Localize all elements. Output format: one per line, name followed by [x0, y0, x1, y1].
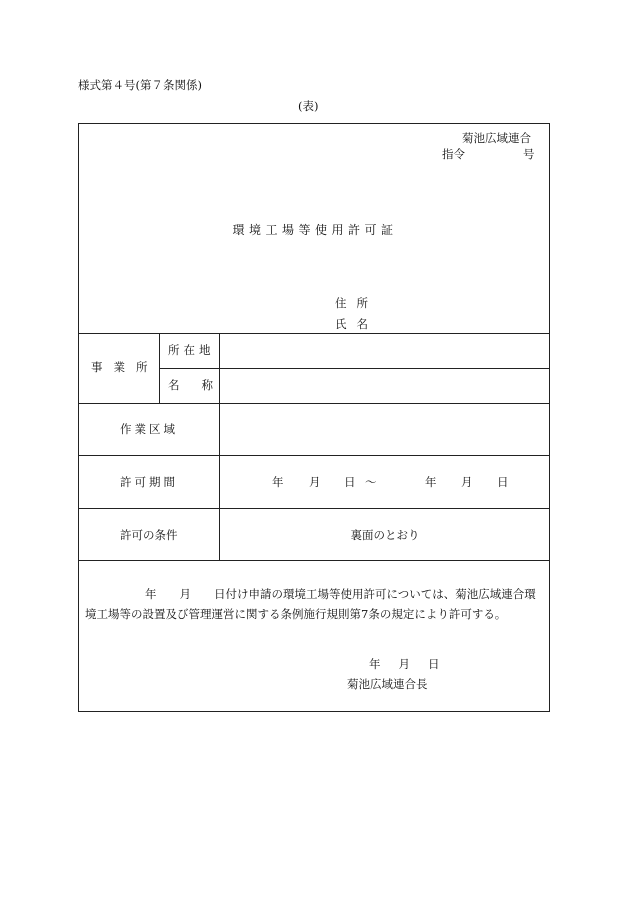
period-end-year: 年: [425, 475, 437, 489]
divider-line: [79, 455, 549, 456]
column-line: [219, 333, 220, 560]
period-start-year: 年: [272, 475, 284, 489]
conditions-value: 裏面のとおり: [350, 528, 420, 542]
form-number: 様式第４号(第７条関係): [78, 78, 202, 92]
holder-name-label: 氏名: [335, 317, 378, 331]
divider-line: [79, 508, 549, 509]
address-label: 住所: [335, 296, 378, 310]
divider-line: [79, 403, 549, 404]
period-start-month: 月: [309, 475, 321, 489]
certificate-title: 環境工場等使用許可証: [232, 223, 398, 237]
certificate-frame: [78, 123, 550, 712]
divider-line: [79, 333, 549, 334]
permit-statement: 年 月 日付け申請の環境工場等使用許可については、菊池広域連合環境工場等の設置及び管理運営に関する条例施行規則第7条の規定により許可する。: [85, 587, 536, 621]
column-line: [159, 333, 160, 403]
order-label: 指令: [442, 147, 465, 161]
conditions-label: 許可の条件: [120, 528, 178, 542]
front-side-label: (表): [298, 99, 319, 113]
divider-line: [79, 560, 549, 561]
period-tilde: ～: [365, 475, 377, 489]
work-area-label: 作業区域: [120, 422, 178, 436]
office-label: 事業所: [91, 360, 159, 374]
period-label: 許可期間: [120, 475, 178, 489]
office-name-label: 名称: [168, 378, 235, 392]
divider-line: [159, 368, 549, 369]
order-number-suffix: 号: [523, 147, 535, 161]
period-end-day: 日: [497, 475, 509, 489]
issue-date: 年月日: [369, 657, 458, 671]
issuer-name: 菊池広域連合: [462, 131, 531, 145]
period-start-day: 日: [344, 475, 356, 489]
location-label: 所在地: [168, 343, 215, 357]
period-end-month: 月: [461, 475, 473, 489]
signatory-name: 菊池広域連合長: [347, 677, 428, 691]
